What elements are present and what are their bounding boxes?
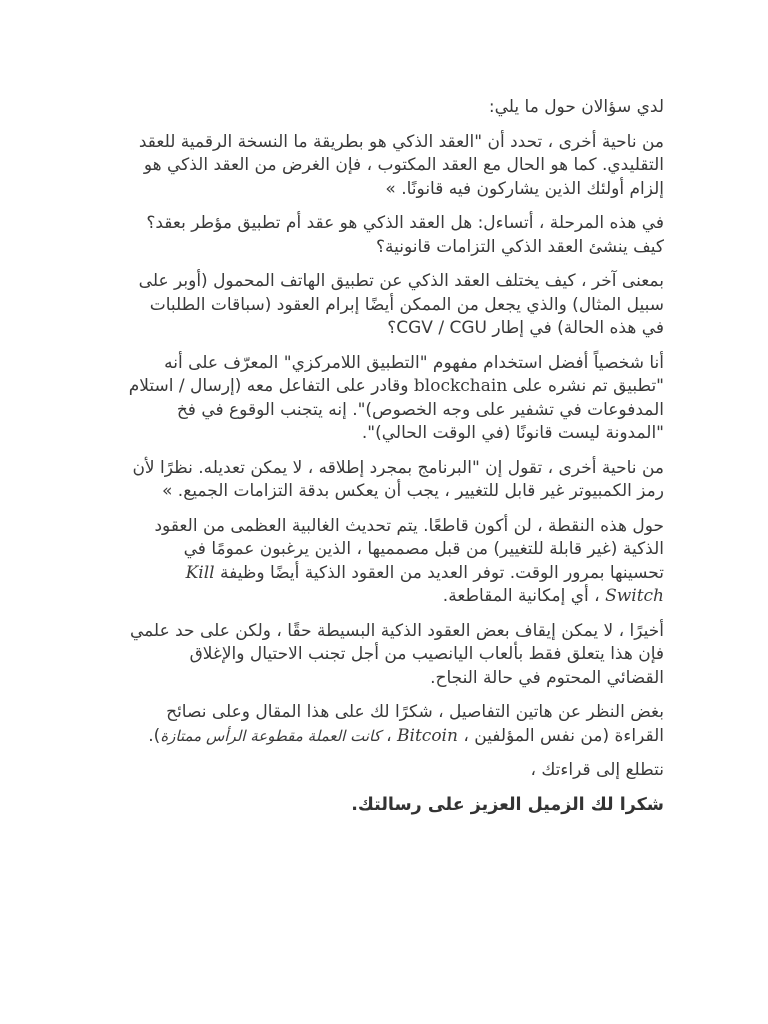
point-text-after: ، أي إمكانية المقاطعة. (442, 586, 606, 606)
sign-off-line: نتطلع إلى قراءتك ، (530, 760, 664, 780)
intro-line: لدي سؤالان حول ما يلي: (488, 97, 664, 117)
point-text-before: حول هذه النقطة ، لن أكون قاطعًا. يتم تحديث الغالبية العظمى من العقود الذكية (غير قابلة للتغيير) من قبل مصمميها ، الذين يرغبون عمومًا في تحسينها بمرور الوقت. توفر العديد من العقود الذكية أيضًا وظيفة (154, 515, 664, 583)
finally-paragraph: أخيرًا ، لا يمكن إيقاف بعض العقود الذكية البسيطة حقًا ، ولكن على حد علمي فإن هذا يتعلق فقط بألعاب اليانصيب من أجل تجنب الاحتيال والإغلاق القضائي المحتوم في حالة النجاح. (129, 620, 664, 688)
thanks-text-before: بغض النظر عن هاتين التفاصيل ، شكرًا لك على هذا المقال وعلى نصائح القراءة (من نفس المؤلفين ، (166, 702, 664, 746)
closing-line: شكرا لك الزميل العزيز على رسالتك. (351, 794, 664, 815)
question-paragraph-1: في هذه المرحلة ، أتساءل: هل العقد الذكي هو عقد أم تطبيق مؤطر بعقد؟ كيف ينشئ العقد الذكي التزامات قانونية؟ (146, 213, 664, 257)
thanks-separator: ، (380, 725, 398, 746)
concept-text-before: أنا شخصياً أفضل استخدام مفهوم "التطبيق اللامركزي" المعرّف على أنه "تطبيق تم نشره على (164, 352, 664, 396)
kill-switch-term: Kill Switch (185, 562, 664, 606)
point-paragraph (128, 515, 664, 609)
quote-paragraph-2: من ناحية أخرى ، تقول إن "البرنامج بمجرد إطلاقه ، لا يمكن تعديله. نظرًا لأن رمز الكمبيوتر غير قابل للتغيير ، يجب أن يعكس بدقة التزامات الجميع. » (132, 457, 664, 501)
bitcoin-term: Bitcoin (397, 725, 458, 746)
question-paragraph-2: بمعنى آخر ، كيف يختلف العقد الذكي عن تطبيق الهاتف المحمول (أوبر على سبيل المثال) والذي يجعل من الممكن أيضًا إبرام العقود (سباقات الطلبات في هذه الحالة) في إطار CGV / CGU؟ (138, 271, 664, 338)
quote-paragraph-1: من ناحية أخرى ، تحدد أن "العقد الذكي هو بطريقة ما النسخة الرقمية للعقد التقليدي. كما هو الحال مع العقد المكتوب ، فإن الغرض من العقد الذكي هو إلزام أولئك الذين يشاركون فيه قانونًا. » (138, 131, 664, 199)
document-body (128, 96, 664, 828)
concept-text-after: وقادر على التفاعل معه (إرسال / استلام المدفوعات في تشفير على وجه الخصوص)". إنه يتجنب الوقوع في فخ "المدونة ليست قانونًا (في الوقت الحالي)". (128, 376, 664, 443)
book-title: كانت العملة مقطوعة الرأس ممتازة (160, 726, 381, 745)
thanks-text-after: ). (148, 725, 161, 746)
blockchain-term: blockchain (413, 376, 508, 396)
concept-paragraph (128, 352, 664, 446)
thanks-paragraph (128, 701, 664, 748)
